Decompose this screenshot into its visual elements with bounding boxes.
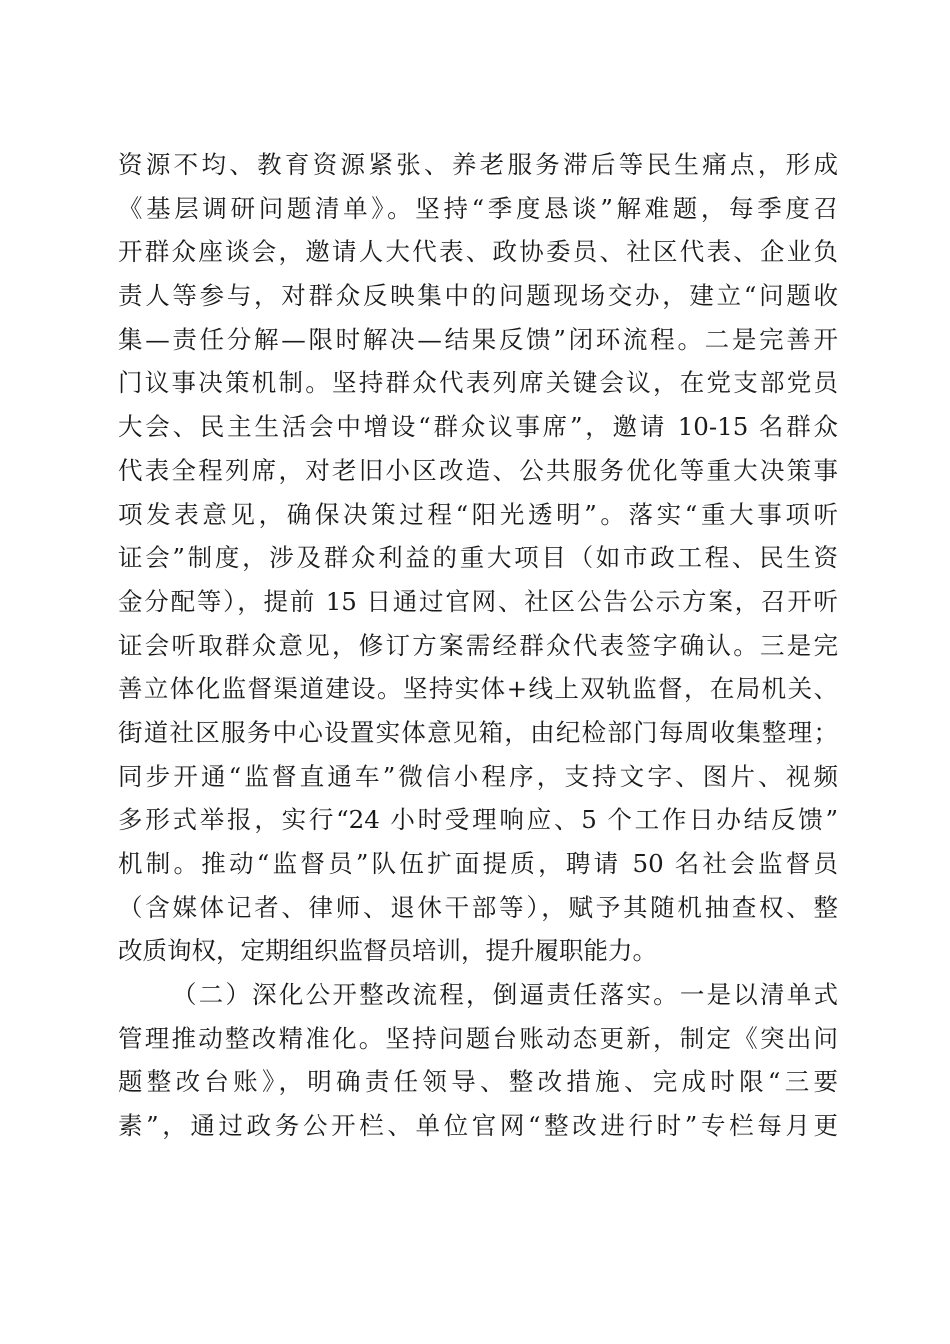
paragraph-end-line: 改质询权，定期组织监督员培训，提升履职能力。 bbox=[118, 936, 657, 966]
text-line: 多形式举报，实行“24 小时受理响应、5 个工作日办结反馈” bbox=[118, 805, 838, 835]
text-line: 机制。推动“监督员”队伍扩面提质，聘请 50 名社会监督员 bbox=[118, 849, 838, 878]
text-line: （含媒体记者、律师、退休干部等），赋予其随机抽查权、整 bbox=[118, 892, 838, 922]
text-line: 大会、民主生活会中增设“群众议事席”，邀请 10-15 名群众 bbox=[118, 412, 838, 442]
text-line: 证会听取群众意见，修订方案需经群众代表签字确认。三是完 bbox=[118, 630, 838, 660]
text-line: 管理推动整改精准化。坚持问题台账动态更新，制定《突出问 bbox=[118, 1023, 838, 1053]
text-line: 开群众座谈会，邀请人大代表、政协委员、社区代表、企业负 bbox=[118, 237, 838, 267]
section-heading-line: （二）深化公开整改流程，倒逼责任落实。一是以清单式 bbox=[172, 980, 838, 1010]
text-line: 金分配等），提前 15 日通过官网、社区公告公示方案，召开听 bbox=[118, 586, 838, 616]
text-line: 集—责任分解—限时解决—结果反馈”闭环流程。二是完善开 bbox=[118, 324, 838, 354]
body-text bbox=[118, 143, 838, 1148]
text-line: 《基层调研问题清单》。坚持“季度恳谈”解难题，每季度召 bbox=[118, 193, 838, 223]
text-line: 责人等参与，对群众反映集中的问题现场交办，建立“问题收 bbox=[118, 281, 838, 311]
text-line: 门议事决策机制。坚持群众代表列席关键会议，在党支部党员 bbox=[118, 368, 838, 398]
text-line: 街道社区服务中心设置实体意见箱，由纪检部门每周收集整理； bbox=[118, 717, 838, 747]
text-line: 资源不均、教育资源紧张、养老服务滞后等民生痛点，形成 bbox=[118, 150, 838, 179]
text-line: 证会”制度，涉及群众利益的重大项目（如市政工程、民生资 bbox=[118, 543, 838, 573]
text-line: 项发表意见，确保决策过程“阳光透明”。落实“重大事项听 bbox=[118, 499, 838, 529]
text-line: 善立体化监督渠道建设。坚持实体+线上双轨监督，在局机关、 bbox=[118, 674, 838, 704]
text-line: 代表全程列席，对老旧小区改造、公共服务优化等重大决策事 bbox=[118, 455, 838, 485]
text-line: 同步开通“监督直通车”微信小程序，支持文字、图片、视频 bbox=[118, 761, 838, 791]
text-line: 题整改台账》，明确责任领导、整改措施、完成时限“三要 bbox=[118, 1067, 838, 1097]
text-line: 素”，通过政务公开栏、单位官网“整改进行时”专栏每月更 bbox=[118, 1111, 838, 1141]
